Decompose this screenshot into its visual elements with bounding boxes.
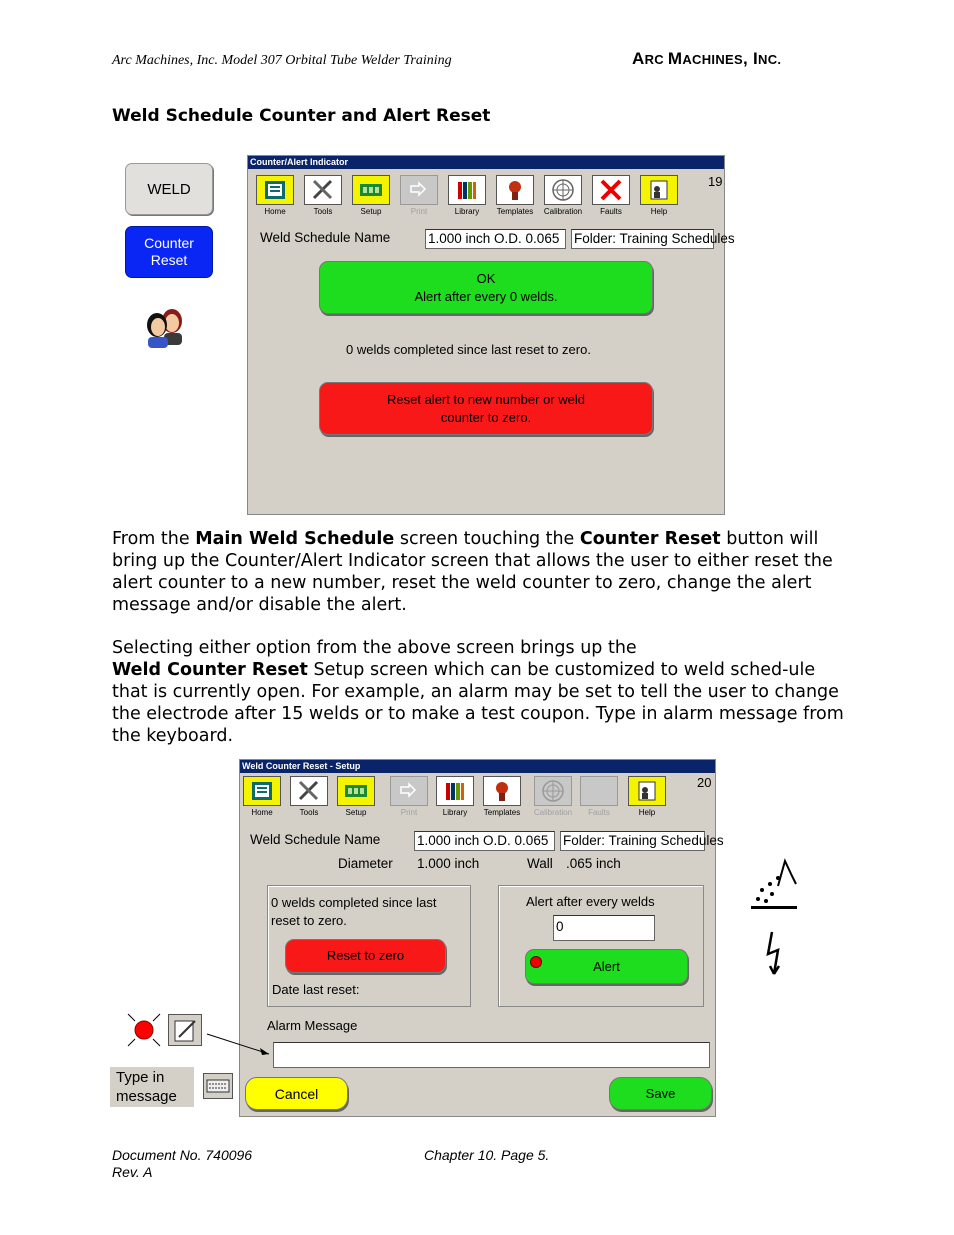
weld-schedule-name-label: Weld Schedule Name — [260, 230, 391, 245]
type-in-message-callout: Type in message — [110, 1067, 194, 1107]
paragraph-counter-reset: From the Main Weld Schedule screen touching the Counter Reset button will bring up the Counter/Alert Indicator screen that allows the user to either reset the alert counter to a new number, reset the weld counter to zero, change the alert message and/or disable the alert. — [112, 529, 833, 615]
templates-icon — [488, 779, 516, 803]
cancel-button[interactable] — [245, 1077, 348, 1110]
toolbar-label-templates: Templates — [483, 808, 521, 817]
red-alarm-light-icon — [126, 1012, 162, 1048]
weld-schedule-name-label: Weld Schedule Name — [250, 832, 381, 847]
help-icon — [633, 779, 661, 803]
templates-button[interactable] — [496, 175, 534, 205]
reset-alert-line2: counter to zero. — [440, 409, 532, 425]
tools-button[interactable] — [304, 175, 342, 205]
folder-field: Folder: Training Schedules — [571, 229, 714, 249]
alert-after-label: Alert after every 0 welds. — [414, 288, 558, 304]
print-icon — [395, 779, 423, 803]
weld-schedule-name-field: 1.000 inch O.D. 0.065 — [425, 229, 566, 249]
weld-schedule-name-field: 1.000 inch O.D. 0.065 — [414, 831, 555, 851]
page-number: 19 — [708, 174, 723, 189]
alert-label: Alert — [593, 958, 620, 974]
tools-icon — [295, 779, 323, 803]
diameter-label: Diameter — [338, 856, 393, 871]
help-button[interactable] — [640, 175, 678, 205]
toolbar-label-calibration: Calibration — [533, 808, 573, 817]
alarm-message-input[interactable] — [273, 1042, 710, 1068]
toolbar-label-tools: Tools — [299, 808, 319, 817]
weld-counter-reset-setup-window — [239, 759, 724, 1117]
edit-icon — [169, 1015, 201, 1045]
keyboard-icon — [204, 1074, 232, 1098]
callout-arrow — [205, 1030, 275, 1060]
date-last-reset-label: Date last reset: — [272, 982, 360, 997]
toolbar-label-library: Library — [442, 808, 468, 817]
faults-button[interactable] — [592, 175, 630, 205]
alert-toggle-button[interactable] — [525, 949, 688, 984]
weld-button[interactable] — [125, 163, 213, 215]
toolbar-label-home: Home — [264, 207, 286, 216]
counter-alert-indicator-window — [247, 155, 735, 515]
toolbar-label-help: Help — [650, 207, 668, 216]
alarm-message-label: Alarm Message — [267, 1018, 358, 1033]
section-title: Weld Schedule Counter and Alert Reset — [112, 106, 491, 126]
calibration-icon — [539, 779, 567, 803]
toolbar-label-help: Help — [638, 808, 656, 817]
setup-button[interactable] — [352, 175, 390, 205]
save-label: Save — [645, 1085, 676, 1101]
toolbar-label-home: Home — [251, 808, 273, 817]
print-button[interactable] — [390, 776, 428, 806]
toolbar-label-faults: Faults — [600, 207, 622, 216]
reset-alert-button[interactable] — [319, 382, 653, 435]
welds-completed-text: 0 welds completed since last reset to zero. — [346, 342, 591, 357]
footer-chapter-page: Chapter 10. Page 5. — [424, 1147, 550, 1163]
setup-icon — [342, 779, 370, 803]
footer-doc-number: Document No. 740096 — [112, 1147, 253, 1163]
counter-reset-label-line1: Counter — [144, 235, 194, 251]
toolbar-label-templates: Templates — [496, 207, 534, 216]
templates-icon — [501, 178, 529, 202]
library-button[interactable] — [436, 776, 474, 806]
tools-icon — [309, 178, 337, 202]
counter-reset-label-line2: Reset — [150, 252, 188, 268]
company-logo-text: ARC MACHINES, INC. — [632, 49, 782, 68]
page-number: 20 — [697, 775, 712, 790]
ok-alert-button[interactable] — [319, 261, 653, 314]
paragraph-weld-counter-reset: Selecting either option from the above screen brings up the Weld Counter Reset Setup screen which can be customized to weld sched-ule that is currently open. For example, an alarm may be set to tell the user to change the electrode after 15 welds or to make a test coupon. Type in alarm message from the keyboard. — [112, 638, 844, 746]
document-header-title: Arc Machines, Inc. Model 307 Orbital Tube Welder Training — [112, 53, 452, 68]
print-icon — [405, 178, 433, 202]
edit-message-button[interactable] — [168, 1014, 202, 1046]
toolbar-label-calibration: Calibration — [543, 207, 583, 216]
home-icon — [261, 178, 289, 202]
window-titlebar: Weld Counter Reset - Setup — [240, 760, 715, 773]
wall-label: Wall — [527, 856, 553, 871]
weld-sparks-icon — [748, 858, 800, 914]
wall-value: .065 inch — [566, 856, 621, 871]
help-icon — [645, 178, 673, 202]
toolbar-label-print: Print — [400, 808, 418, 817]
cancel-label: Cancel — [274, 1085, 319, 1102]
toolbar-label-print: Print — [410, 207, 428, 216]
print-button[interactable] — [400, 175, 438, 205]
toolbar-label-faults: Faults — [588, 808, 610, 817]
alert-indicator-light — [530, 956, 542, 968]
save-button[interactable] — [609, 1077, 712, 1110]
home-icon — [248, 779, 276, 803]
ok-label: OK — [476, 270, 496, 286]
weld-button-label: WELD — [147, 180, 191, 198]
counter-reset-button[interactable] — [125, 226, 213, 278]
footer-revision: Rev. A — [112, 1164, 153, 1180]
calibration-button[interactable] — [544, 175, 582, 205]
home-button[interactable] — [256, 175, 294, 205]
toolbar-label-setup: Setup — [345, 808, 367, 817]
toolbar-label-library: Library — [454, 207, 480, 216]
diameter-value: 1.000 inch — [417, 856, 480, 871]
keyboard-button[interactable] — [203, 1073, 233, 1099]
faults-button[interactable] — [580, 776, 618, 806]
faults-icon — [597, 178, 625, 202]
calibration-button[interactable] — [534, 776, 572, 806]
alert-count-input[interactable]: 0 — [553, 915, 655, 941]
lightning-bolt-icon — [764, 930, 790, 976]
toolbar-label-tools: Tools — [313, 207, 333, 216]
setup-icon — [357, 178, 385, 202]
welds-completed-text: 0 welds completed since last reset to zero. — [271, 895, 437, 928]
reset-to-zero-label: Reset to zero — [326, 948, 405, 963]
help-button[interactable] — [628, 776, 666, 806]
alert-after-every-label: Alert after every welds — [526, 894, 655, 909]
folder-field: Folder: Training Schedules — [560, 831, 705, 851]
users-icon — [140, 303, 190, 349]
library-button[interactable] — [448, 175, 486, 205]
tools-button[interactable] — [290, 776, 328, 806]
library-icon — [441, 779, 469, 803]
home-button[interactable] — [243, 776, 281, 806]
reset-alert-line1: Reset alert to new number or weld — [387, 391, 585, 407]
window-titlebar: Counter/Alert Indicator — [248, 156, 724, 169]
library-icon — [453, 178, 481, 202]
templates-button[interactable] — [483, 776, 521, 806]
reset-to-zero-button[interactable] — [285, 939, 446, 973]
toolbar-label-setup: Setup — [360, 207, 382, 216]
setup-button[interactable] — [337, 776, 375, 806]
calibration-icon — [549, 178, 577, 202]
